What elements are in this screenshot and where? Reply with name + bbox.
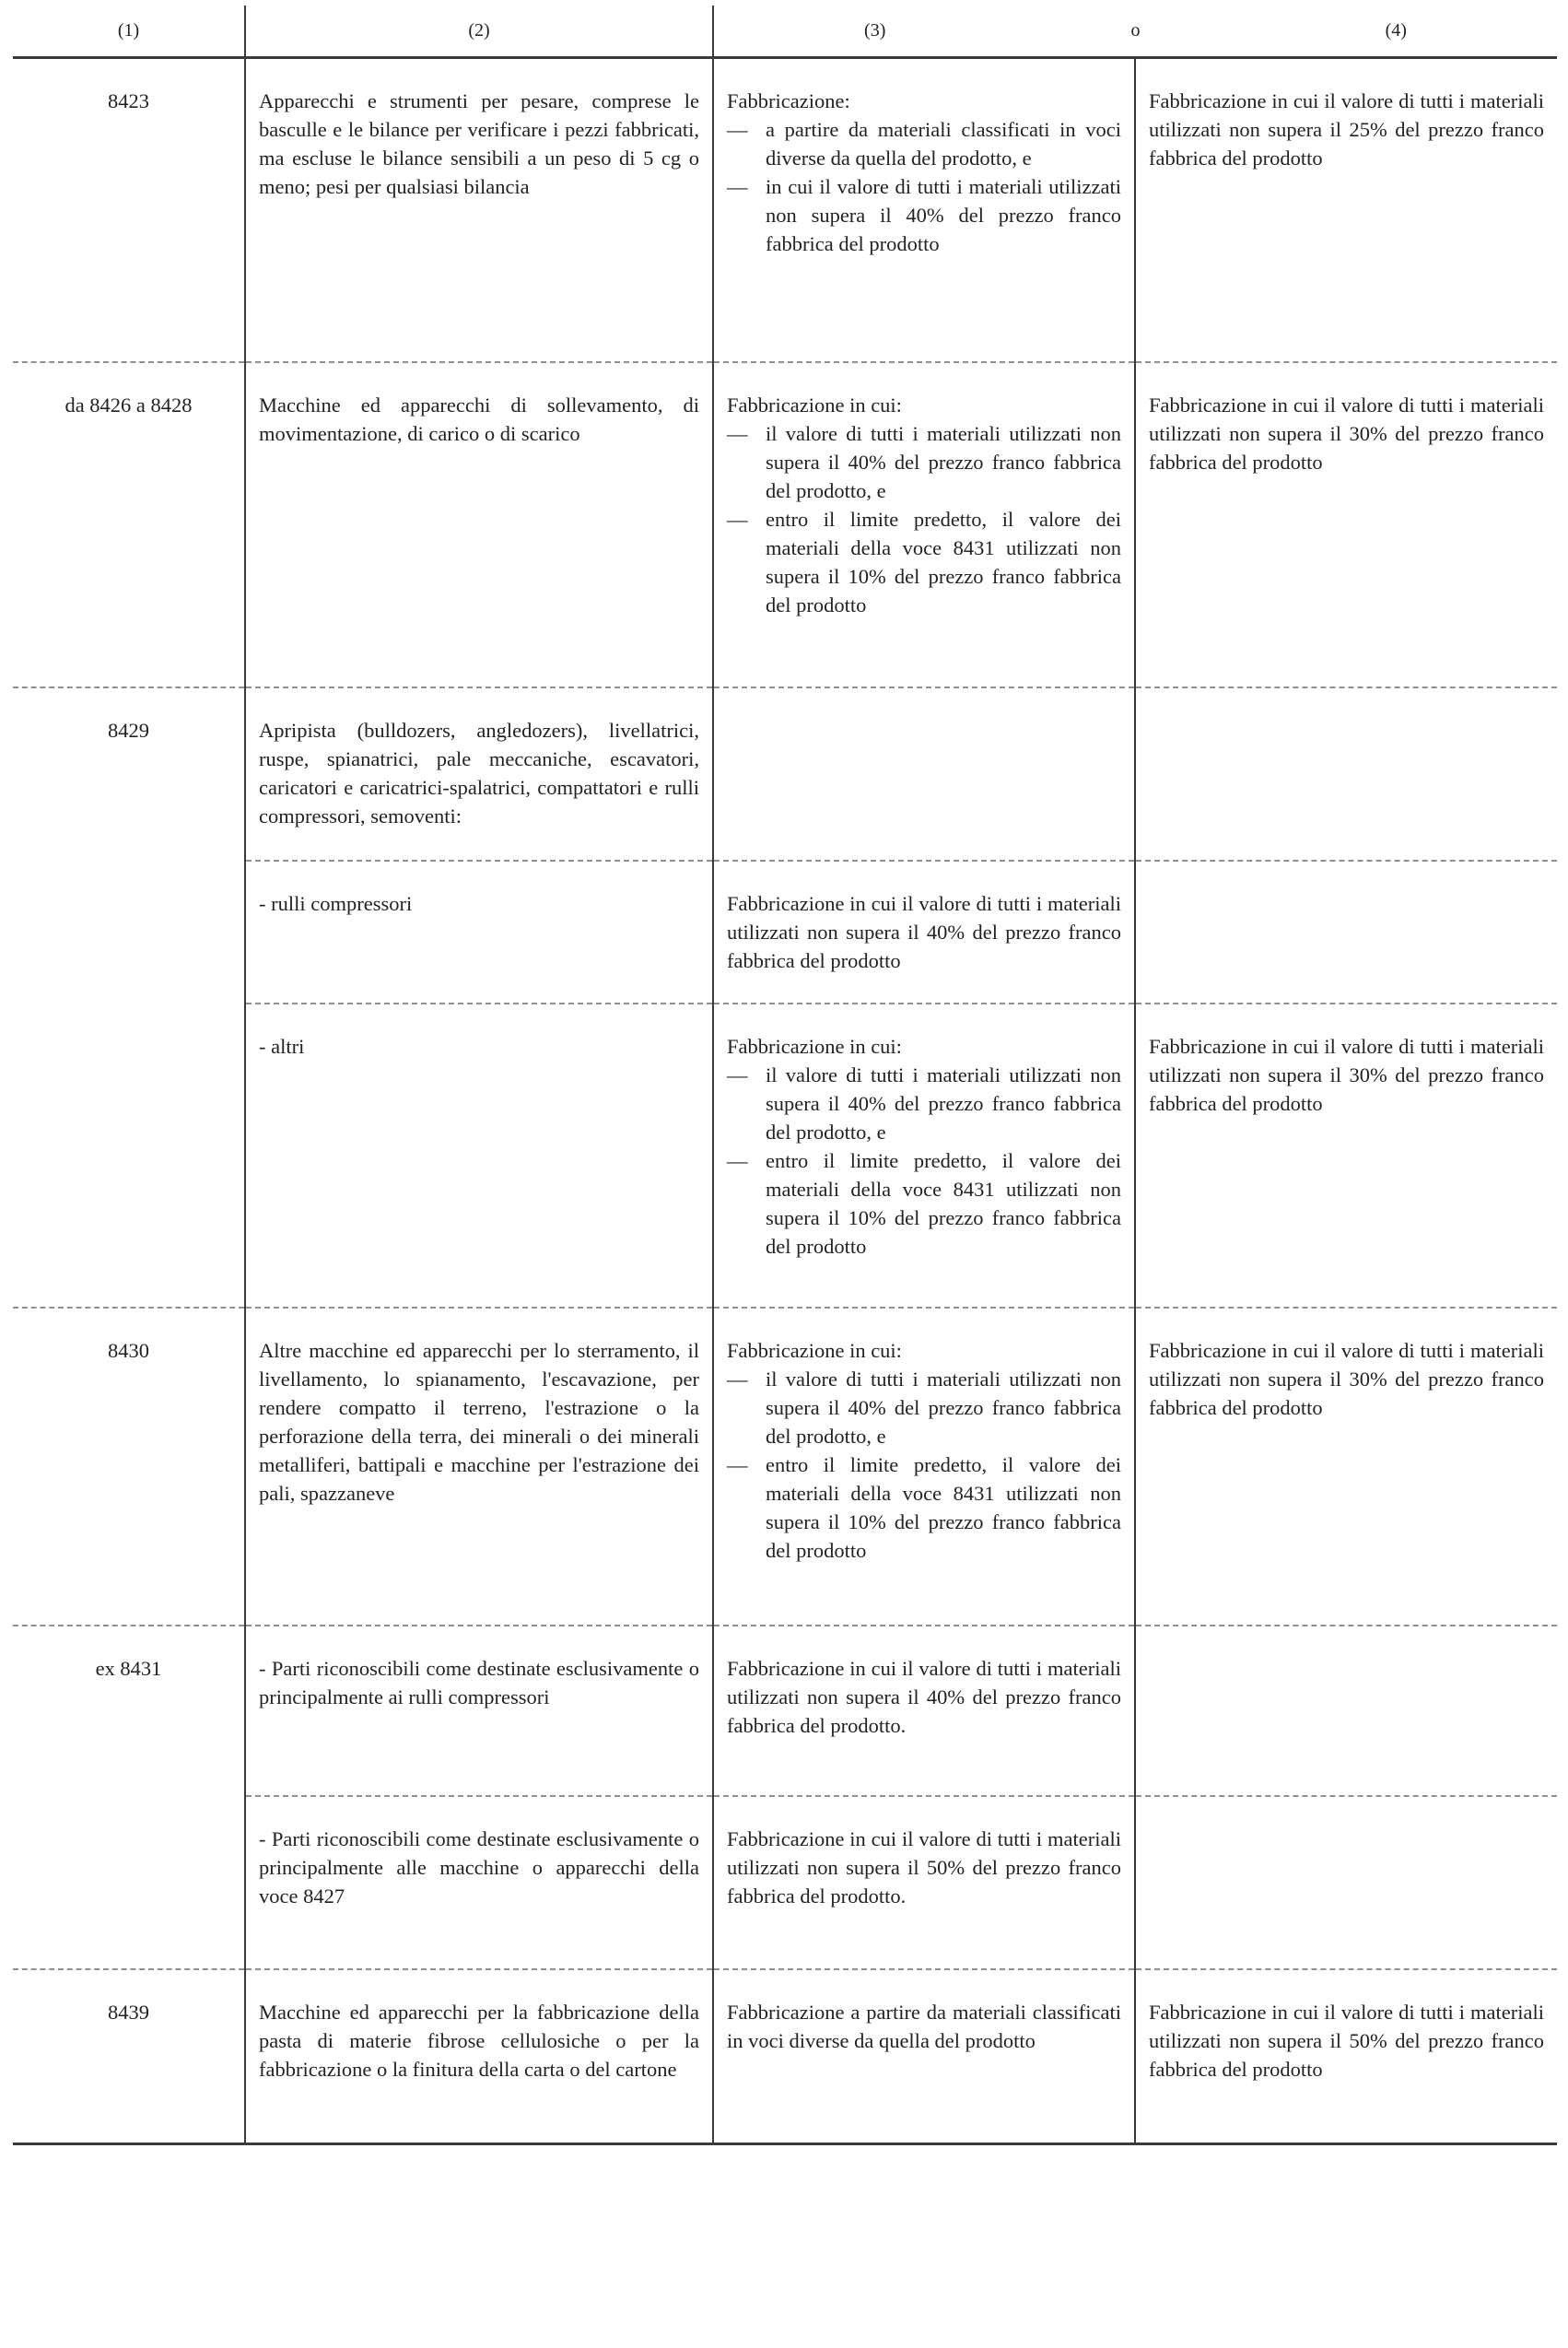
rule-intro: Fabbricazione in cui: <box>727 1034 902 1058</box>
product-description: Apripista (bulldozers, angledozers), livellatrici, ruspe, spianatrici, pale meccaniche, escavatori, caricatori e caricatrici-spalatrici, compattatori e rulli compressori, semoventi: <box>245 687 713 861</box>
product-description: - Parti riconoscibili come destinate esclusivamente o principalmente ai rulli compressori <box>245 1626 713 1796</box>
heading-code: ex 8431 <box>13 1626 245 1969</box>
rule-col-3: Fabbricazione a partire da materiali classificati in voci diverse da quella del prodotto <box>713 1969 1135 2144</box>
rule-col-3: Fabbricazione in cui il valore di tutti i materiali utilizzati non supera il 40% del prezzo franco fabbrica del prodotto <box>713 861 1135 1004</box>
product-description: Macchine ed apparecchi per la fabbricazione della pasta di materie fibrose cellulosiche o per la fabbricazione o la finitura della carta o del cartone <box>245 1969 713 2144</box>
heading-code: 8423 <box>13 58 245 362</box>
rule-item <box>727 505 1121 619</box>
dash-marker: — <box>727 1367 748 1391</box>
heading-code: 8439 <box>13 1969 245 2144</box>
product-description: - altri <box>245 1004 713 1308</box>
heading-code: 8430 <box>13 1308 245 1626</box>
header-row <box>13 6 1557 58</box>
header-col-1: (1) <box>13 6 245 58</box>
rule-intro: Fabbricazione in cui: <box>727 393 902 417</box>
rule-intro: Fabbricazione: <box>727 89 850 112</box>
header-col-2: (2) <box>245 6 713 58</box>
product-description: - Parti riconoscibili come destinate esclusivamente o principalmente alle macchine o apparecchi della voce 8427 <box>245 1796 713 1969</box>
rule-item <box>727 1450 1121 1565</box>
rule-col-3 <box>713 1308 1135 1626</box>
header-col-3: (3) <box>864 20 886 41</box>
rule-col-4: Fabbricazione in cui il valore di tutti i materiali utilizzati non supera il 30% del prezzo franco fabbrica del prodotto <box>1135 362 1557 687</box>
rule-item-text: in cui il valore di tutti i materiali utilizzati non supera il 40% del prezzo franco fabbrica del prodotto <box>766 175 1121 255</box>
rule-item <box>727 1365 1121 1450</box>
table-row <box>13 687 1557 861</box>
heading-code: 8429 <box>13 687 245 1308</box>
dash-marker: — <box>727 1062 748 1086</box>
dash-marker: — <box>727 421 748 445</box>
header-col-4: (4) <box>1385 20 1407 41</box>
rule-col-4: Fabbricazione in cui il valore di tutti i materiali utilizzati non supera il 30% del prezzo franco fabbrica del prodotto <box>1135 1004 1557 1308</box>
rule-col-4 <box>1135 1626 1557 1796</box>
table-row <box>13 1308 1557 1626</box>
rule-col-4 <box>1135 861 1557 1004</box>
table-row <box>13 362 1557 687</box>
rule-col-4 <box>1135 1796 1557 1969</box>
product-description: Apparecchi e strumenti per pesare, comprese le basculle e le bilance per verificare i pezzi fabbricati, ma escluse le bilance sensibili a un peso di 5 cg o meno; pesi per qualsiasi bilancia <box>245 58 713 362</box>
rule-item <box>727 1146 1121 1261</box>
table-row <box>13 1626 1557 1796</box>
rule-item-text: a partire da materiali classificati in voci diverse da quella del prodotto, e <box>766 118 1121 170</box>
rule-col-3: Fabbricazione in cui il valore di tutti i materiali utilizzati non supera il 50% del prezzo franco fabbrica del prodotto. <box>713 1796 1135 1969</box>
rule-col-3: Fabbricazione in cui il valore di tutti i materiali utilizzati non supera il 40% del prezzo franco fabbrica del prodotto. <box>713 1626 1135 1796</box>
table-subrow <box>13 1004 1557 1308</box>
rule-item-text: il valore di tutti i materiali utilizzati non supera il 40% del prezzo franco fabbrica del prodotto, e <box>766 421 1121 502</box>
dash-marker: — <box>727 1148 748 1172</box>
table-subrow <box>13 861 1557 1004</box>
rule-col-4: Fabbricazione in cui il valore di tutti i materiali utilizzati non supera il 25% del prezzo franco fabbrica del prodotto <box>1135 58 1557 362</box>
rule-item-text: entro il limite predetto, il valore dei materiali della voce 8431 utilizzati non supera il 10% del prezzo franco fabbrica del prodotto <box>766 1148 1121 1258</box>
dash-marker: — <box>727 118 748 141</box>
rule-item <box>727 115 1121 172</box>
rule-col-4 <box>1135 687 1557 861</box>
header-col-3-4 <box>713 6 1557 58</box>
rules-table-page <box>13 6 1557 2145</box>
rule-item-text: entro il limite predetto, il valore dei materiali della voce 8431 utilizzati non supera il 10% del prezzo franco fabbrica del prodotto <box>766 1452 1121 1562</box>
rule-item-text: il valore di tutti i materiali utilizzati non supera il 40% del prezzo franco fabbrica del prodotto, e <box>766 1367 1121 1448</box>
rule-intro: Fabbricazione in cui: <box>727 1338 902 1362</box>
product-description: Macchine ed apparecchi di sollevamento, di movimentazione, di carico o di scarico <box>245 362 713 687</box>
product-description: Altre macchine ed apparecchi per lo sterramento, il livellamento, lo spianamento, l'escavazione, per rendere compatto il terreno, l'estrazione o la perforazione della terra, dei minerali o dei minerali metalliferi, battipali e macchine per l'estrazione dei pali, spazzaneve <box>245 1308 713 1626</box>
rule-item <box>727 419 1121 505</box>
rule-item <box>727 1061 1121 1146</box>
rule-col-3 <box>713 58 1135 362</box>
rule-col-4: Fabbricazione in cui il valore di tutti i materiali utilizzati non supera il 30% del prezzo franco fabbrica del prodotto <box>1135 1308 1557 1626</box>
rule-item-text: il valore di tutti i materiali utilizzati non supera il 40% del prezzo franco fabbrica del prodotto, e <box>766 1062 1121 1144</box>
rule-col-3 <box>713 687 1135 861</box>
table-row <box>13 58 1557 362</box>
dash-marker: — <box>727 175 748 198</box>
product-description: - rulli compressori <box>245 861 713 1004</box>
table-subrow <box>13 1796 1557 1969</box>
rules-table <box>13 6 1557 2145</box>
dash-marker: — <box>727 507 748 531</box>
heading-code: da 8426 a 8428 <box>13 362 245 687</box>
rule-item <box>727 172 1121 258</box>
rule-col-3 <box>713 362 1135 687</box>
header-or: o <box>1130 20 1141 41</box>
table-row <box>13 1969 1557 2144</box>
dash-marker: — <box>727 1452 748 1476</box>
rule-col-3 <box>713 1004 1135 1308</box>
rule-col-4: Fabbricazione in cui il valore di tutti i materiali utilizzati non supera il 50% del prezzo franco fabbrica del prodotto <box>1135 1969 1557 2144</box>
rule-item-text: entro il limite predetto, il valore dei materiali della voce 8431 utilizzati non supera il 10% del prezzo franco fabbrica del prodotto <box>766 507 1121 616</box>
